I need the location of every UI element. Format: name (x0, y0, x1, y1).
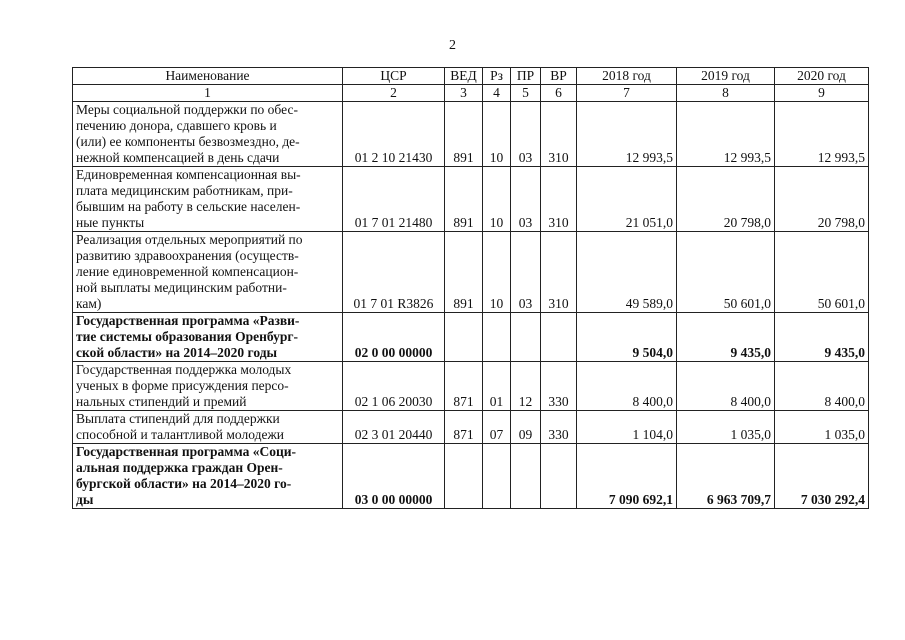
column-number-row (73, 85, 869, 102)
ved-cell: 891 (445, 167, 483, 232)
header-2018: 2018 год (577, 68, 677, 85)
ved-cell (445, 444, 483, 509)
pr-cell: 12 (511, 362, 541, 411)
pr-cell: 09 (511, 411, 541, 444)
csr-cell: 01 7 01 21480 (343, 167, 445, 232)
item-name-line: печению донора, сдавшего кровь и (76, 118, 277, 133)
amount-2018-cell: 7 090 692,1 (577, 444, 677, 509)
amount-2020-cell: 8 400,0 (775, 362, 869, 411)
item-name-line: Выплата стипендий для поддержки (76, 411, 280, 426)
item-name-line: кам) (76, 296, 102, 311)
amount-2018-cell: 21 051,0 (577, 167, 677, 232)
amount-2020-cell: 9 435,0 (775, 313, 869, 362)
item-name-cell (73, 411, 343, 444)
budget-table (72, 67, 869, 509)
vr-cell: 310 (541, 102, 577, 167)
csr-cell: 01 7 01 R3826 (343, 232, 445, 313)
item-name-cell (73, 362, 343, 411)
table-row (73, 362, 869, 411)
amount-2018-cell: 12 993,5 (577, 102, 677, 167)
vr-cell: 330 (541, 411, 577, 444)
column-number: 5 (511, 85, 541, 102)
header-2019: 2019 год (677, 68, 775, 85)
header-rz: Рз (483, 68, 511, 85)
column-number: 7 (577, 85, 677, 102)
rz-cell (483, 444, 511, 509)
item-name-line: бывшим на работу в сельские населен- (76, 199, 301, 214)
ved-cell: 871 (445, 362, 483, 411)
table-row (73, 102, 869, 167)
amount-2020-cell: 7 030 292,4 (775, 444, 869, 509)
item-name-line: ление единовременной компенсацион- (76, 264, 299, 279)
csr-cell: 02 0 00 00000 (343, 313, 445, 362)
pr-cell: 03 (511, 102, 541, 167)
item-name-line: Реализация отдельных мероприятий по (76, 232, 303, 247)
vr-cell: 310 (541, 232, 577, 313)
amount-2019-cell: 6 963 709,7 (677, 444, 775, 509)
header-pr: ПР (511, 68, 541, 85)
amount-2018-cell: 1 104,0 (577, 411, 677, 444)
item-name-cell (73, 232, 343, 313)
csr-cell: 03 0 00 00000 (343, 444, 445, 509)
vr-cell: 330 (541, 362, 577, 411)
amount-2018-cell: 8 400,0 (577, 362, 677, 411)
amount-2019-cell: 9 435,0 (677, 313, 775, 362)
amount-2019-cell: 20 798,0 (677, 167, 775, 232)
table-row (73, 444, 869, 509)
item-name-line: ученых в форме присуждения персо- (76, 378, 289, 393)
amount-2018-cell: 9 504,0 (577, 313, 677, 362)
item-name-line: тие системы образования Оренбург- (76, 329, 298, 344)
csr-cell: 02 1 06 20030 (343, 362, 445, 411)
column-number: 2 (343, 85, 445, 102)
column-number: 9 (775, 85, 869, 102)
rz-cell (483, 313, 511, 362)
rz-cell: 07 (483, 411, 511, 444)
item-name-line: Единовременная компенсационная вы- (76, 167, 301, 182)
rz-cell: 10 (483, 167, 511, 232)
column-number: 6 (541, 85, 577, 102)
table-row (73, 411, 869, 444)
column-number: 1 (73, 85, 343, 102)
amount-2019-cell: 50 601,0 (677, 232, 775, 313)
item-name-line: развитию здравоохранения (осуществ- (76, 248, 299, 263)
rz-cell: 10 (483, 102, 511, 167)
vr-cell: 310 (541, 167, 577, 232)
item-name-line: Государственная программа «Соци- (76, 444, 296, 459)
header-2020: 2020 год (775, 68, 869, 85)
item-name-cell (73, 444, 343, 509)
column-number: 4 (483, 85, 511, 102)
item-name-line: ды (76, 492, 94, 507)
header-csr: ЦСР (343, 68, 445, 85)
item-name-line: (или) ее компоненты безвозмездно, де- (76, 134, 300, 149)
pr-cell: 03 (511, 232, 541, 313)
table-row (73, 313, 869, 362)
amount-2018-cell: 49 589,0 (577, 232, 677, 313)
page-number: 2 (449, 38, 456, 53)
column-number: 3 (445, 85, 483, 102)
item-name-cell (73, 102, 343, 167)
rz-cell: 01 (483, 362, 511, 411)
amount-2019-cell: 1 035,0 (677, 411, 775, 444)
csr-cell: 01 2 10 21430 (343, 102, 445, 167)
item-name-cell (73, 167, 343, 232)
item-name-line: Государственная поддержка молодых (76, 362, 292, 377)
item-name-cell (73, 313, 343, 362)
table-row (73, 232, 869, 313)
item-name-line: альная поддержка граждан Орен- (76, 460, 283, 475)
amount-2020-cell: 20 798,0 (775, 167, 869, 232)
ved-cell (445, 313, 483, 362)
item-name-line: ные пункты (76, 215, 145, 230)
ved-cell: 891 (445, 102, 483, 167)
amount-2019-cell: 8 400,0 (677, 362, 775, 411)
item-name-line: нежной компенсацией в день сдачи (76, 150, 280, 165)
pr-cell (511, 313, 541, 362)
vr-cell (541, 313, 577, 362)
header-ved: ВЕД (445, 68, 483, 85)
amount-2020-cell: 12 993,5 (775, 102, 869, 167)
pr-cell: 03 (511, 167, 541, 232)
item-name-line: нальных стипендий и премий (76, 394, 247, 409)
csr-cell: 02 3 01 20440 (343, 411, 445, 444)
table-row (73, 167, 869, 232)
amount-2020-cell: 50 601,0 (775, 232, 869, 313)
item-name-line: ской области» на 2014–2020 годы (76, 345, 278, 360)
pr-cell (511, 444, 541, 509)
rz-cell: 10 (483, 232, 511, 313)
item-name-line: бургской области» на 2014–2020 го- (76, 476, 292, 491)
ved-cell: 891 (445, 232, 483, 313)
item-name-line: ной выплаты медицинским работни- (76, 280, 287, 295)
header-name: Наименование (73, 68, 343, 85)
item-name-line: способной и талантливой молодежи (76, 427, 284, 442)
vr-cell (541, 444, 577, 509)
header-vr: ВР (541, 68, 577, 85)
item-name-line: плата медицинским работникам, при- (76, 183, 293, 198)
item-name-line: Государственная программа «Разви- (76, 313, 300, 328)
item-name-line: Меры социальной поддержки по обес- (76, 102, 298, 117)
ved-cell: 871 (445, 411, 483, 444)
column-number: 8 (677, 85, 775, 102)
amount-2019-cell: 12 993,5 (677, 102, 775, 167)
header-row (73, 68, 869, 85)
amount-2020-cell: 1 035,0 (775, 411, 869, 444)
table-body (73, 102, 869, 509)
